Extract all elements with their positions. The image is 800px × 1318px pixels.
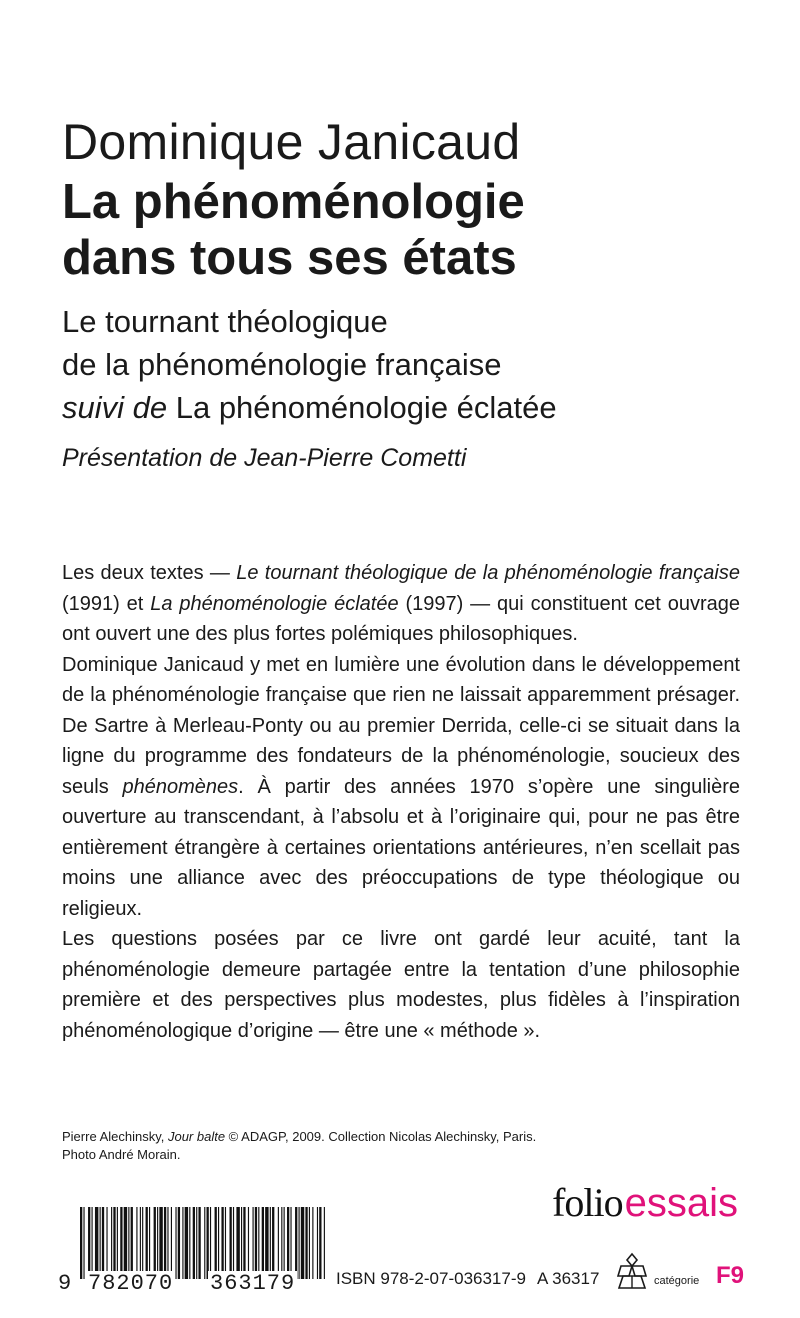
barcode-bar bbox=[102, 1207, 104, 1279]
blurb-text: Les deux textes — bbox=[62, 562, 237, 584]
barcode-bar bbox=[278, 1207, 279, 1279]
barcode-bar bbox=[241, 1207, 242, 1279]
barcode-bar bbox=[106, 1207, 107, 1279]
barcode-group-1: 782070 bbox=[88, 1271, 174, 1296]
barcode-bar bbox=[164, 1207, 166, 1279]
barcode-bar bbox=[255, 1207, 257, 1279]
barcode-bar bbox=[204, 1207, 205, 1279]
barcode-bar bbox=[290, 1207, 291, 1279]
barcode-bar bbox=[196, 1207, 197, 1279]
barcode-bar bbox=[253, 1207, 254, 1279]
barcode-bar bbox=[198, 1207, 200, 1279]
barcode-bar bbox=[80, 1207, 82, 1279]
subtitle-line-1: Le tournant théologique bbox=[62, 304, 388, 339]
barcode-bar bbox=[167, 1207, 168, 1279]
suivi-de-italic: suivi de bbox=[62, 390, 168, 425]
blurb-italic-title: La phénoménologie éclatée bbox=[150, 592, 399, 615]
subtitle-line-2: de la phénoménologie française bbox=[62, 347, 502, 382]
blurb-text: (1991) et bbox=[62, 592, 151, 615]
barcode-bar bbox=[284, 1207, 285, 1279]
credit-artwork-title: Jour balte bbox=[167, 1129, 226, 1144]
barcode-bar bbox=[146, 1207, 148, 1279]
barcode-bar bbox=[171, 1207, 172, 1279]
credit-line-1 bbox=[62, 1128, 742, 1146]
barcode-bar bbox=[182, 1207, 183, 1279]
cover-header bbox=[62, 112, 762, 475]
blurb-text: . À partir des années 1970 s’opère une singulière ouverture au transcendant, à l’absolu et à l’originaire qui, pour ne pas être entièrement étrangère à certaines orientations antérieures, n’en scellait pas moins une alliance avec des préoccupations de type théologique ou religieux. bbox=[62, 775, 740, 920]
barcode-bar bbox=[207, 1207, 209, 1279]
barcode-bar bbox=[154, 1207, 156, 1279]
barcode-bar bbox=[221, 1207, 223, 1279]
title-line-2: dans tous ses états bbox=[62, 231, 517, 285]
barcode-bar bbox=[248, 1207, 249, 1279]
barcode-bar bbox=[312, 1207, 313, 1279]
barcode-bars bbox=[80, 1207, 326, 1279]
category-value: F9 bbox=[716, 1262, 745, 1289]
barcode-bar bbox=[210, 1207, 211, 1279]
barcode-bar bbox=[309, 1207, 310, 1279]
barcode-bar bbox=[230, 1207, 232, 1279]
blurb-paragraph-3: Les questions posées par ce livre ont gardé leur acuité, tant la phénoménologie demeure partagée entre la tentation d’une philosophie première et des perspectives plus modestes, plus fidèles à l’inspiration phénoménologique d’origine — être une « méthode ». bbox=[62, 928, 740, 1042]
gallimard-mark-icon bbox=[615, 1252, 649, 1292]
barcode-bar bbox=[149, 1207, 150, 1279]
barcode-bar bbox=[305, 1207, 307, 1279]
barcode-bar bbox=[88, 1207, 90, 1279]
isbn-number: ISBN 978-2-07-036317-9 bbox=[336, 1269, 526, 1288]
logo-essais: essais bbox=[624, 1181, 738, 1225]
book-subtitle bbox=[62, 300, 762, 429]
folio-essais-logo bbox=[552, 1180, 738, 1226]
credit-text: Pierre Alechinsky, bbox=[62, 1129, 168, 1144]
book-title bbox=[62, 174, 762, 286]
barcode-bar bbox=[136, 1207, 137, 1279]
barcode-bar bbox=[281, 1207, 282, 1279]
barcode-bar bbox=[299, 1207, 300, 1279]
image-credit bbox=[62, 1128, 742, 1164]
barcode-bar bbox=[317, 1207, 318, 1279]
barcode-bar bbox=[111, 1207, 112, 1279]
barcode-bar bbox=[157, 1207, 158, 1279]
barcode-bar bbox=[295, 1207, 297, 1279]
barcode-bar bbox=[117, 1207, 118, 1279]
barcode-bar bbox=[243, 1207, 245, 1279]
suivi-de-title: La phénoménologie éclatée bbox=[167, 390, 557, 425]
barcode-bar bbox=[193, 1207, 195, 1279]
barcode-bar bbox=[233, 1207, 234, 1279]
barcode-group-2: 363179 bbox=[210, 1271, 296, 1296]
author-name: Dominique Janicaud bbox=[62, 114, 521, 170]
credit-text: © ADAGP, 2009. Collection Nicolas Alechinsky, Paris. bbox=[225, 1129, 537, 1144]
presentation-line: Présentation de Jean-Pierre Cometti bbox=[62, 444, 467, 472]
barcode-bar bbox=[140, 1207, 141, 1279]
blurb-paragraph-1 bbox=[62, 558, 740, 650]
barcode-bar bbox=[124, 1207, 127, 1279]
barcode-digit-first: 9 bbox=[58, 1271, 72, 1296]
subtitle-line-3 bbox=[62, 386, 762, 429]
barcode-bar bbox=[225, 1207, 226, 1279]
barcode-bar bbox=[236, 1207, 239, 1279]
barcode-bar bbox=[159, 1207, 162, 1279]
barcode-bar bbox=[301, 1207, 304, 1279]
barcode-bar bbox=[175, 1207, 176, 1279]
barcode bbox=[58, 1207, 328, 1299]
barcode-bar bbox=[92, 1207, 93, 1279]
barcode-bar bbox=[120, 1207, 122, 1279]
barcode-bar bbox=[178, 1207, 180, 1279]
barcode-bar bbox=[319, 1207, 321, 1279]
blurb-italic-word: phénomènes bbox=[122, 775, 239, 798]
blurb-paragraph-2 bbox=[62, 650, 740, 925]
barcode-bar bbox=[128, 1207, 129, 1279]
barcode-bar bbox=[113, 1207, 115, 1279]
barcode-bar bbox=[95, 1207, 98, 1279]
barcode-bar bbox=[100, 1207, 101, 1279]
credit-line-2: Photo André Morain. bbox=[62, 1147, 181, 1162]
barcode-bar bbox=[142, 1207, 143, 1279]
barcode-bar bbox=[189, 1207, 190, 1279]
barcode-bar bbox=[83, 1207, 84, 1279]
barcode-bar bbox=[215, 1207, 217, 1279]
category-label: catégorie bbox=[654, 1275, 700, 1287]
blurb-italic-title: Le tournant théologique de la phénoménologie française bbox=[236, 562, 740, 584]
blurb-text: Dominique Janicaud y met en lumière une évolution dans le développement de la phénoménologie française que rien ne laissait apparemment présager. De Sartre à Merleau-Ponty ou au premier Derrida, celle-ci se situait dans la ligne du programme des fondateurs de la phénoménologie, soucieux des seuls bbox=[62, 653, 740, 798]
barcode-bar bbox=[270, 1207, 271, 1279]
blurb-text: (1997) — qui constituent cet ouvrage ont ouvert une des plus fortes polémiques philosophiques. bbox=[62, 592, 740, 645]
logo-folio: folio bbox=[552, 1180, 623, 1225]
barcode-bar bbox=[324, 1207, 325, 1279]
publisher-code: A 36317 bbox=[537, 1269, 600, 1288]
barcode-bar bbox=[287, 1207, 289, 1279]
barcode-bar bbox=[265, 1207, 268, 1279]
barcode-bar bbox=[272, 1207, 274, 1279]
back-cover-blurb bbox=[62, 558, 740, 1046]
barcode-bar bbox=[131, 1207, 133, 1279]
barcode-bar bbox=[218, 1207, 219, 1279]
barcode-bar bbox=[185, 1207, 188, 1279]
barcode-bar bbox=[262, 1207, 264, 1279]
title-line-1: La phénoménologie bbox=[62, 175, 525, 229]
barcode-bar bbox=[258, 1207, 259, 1279]
